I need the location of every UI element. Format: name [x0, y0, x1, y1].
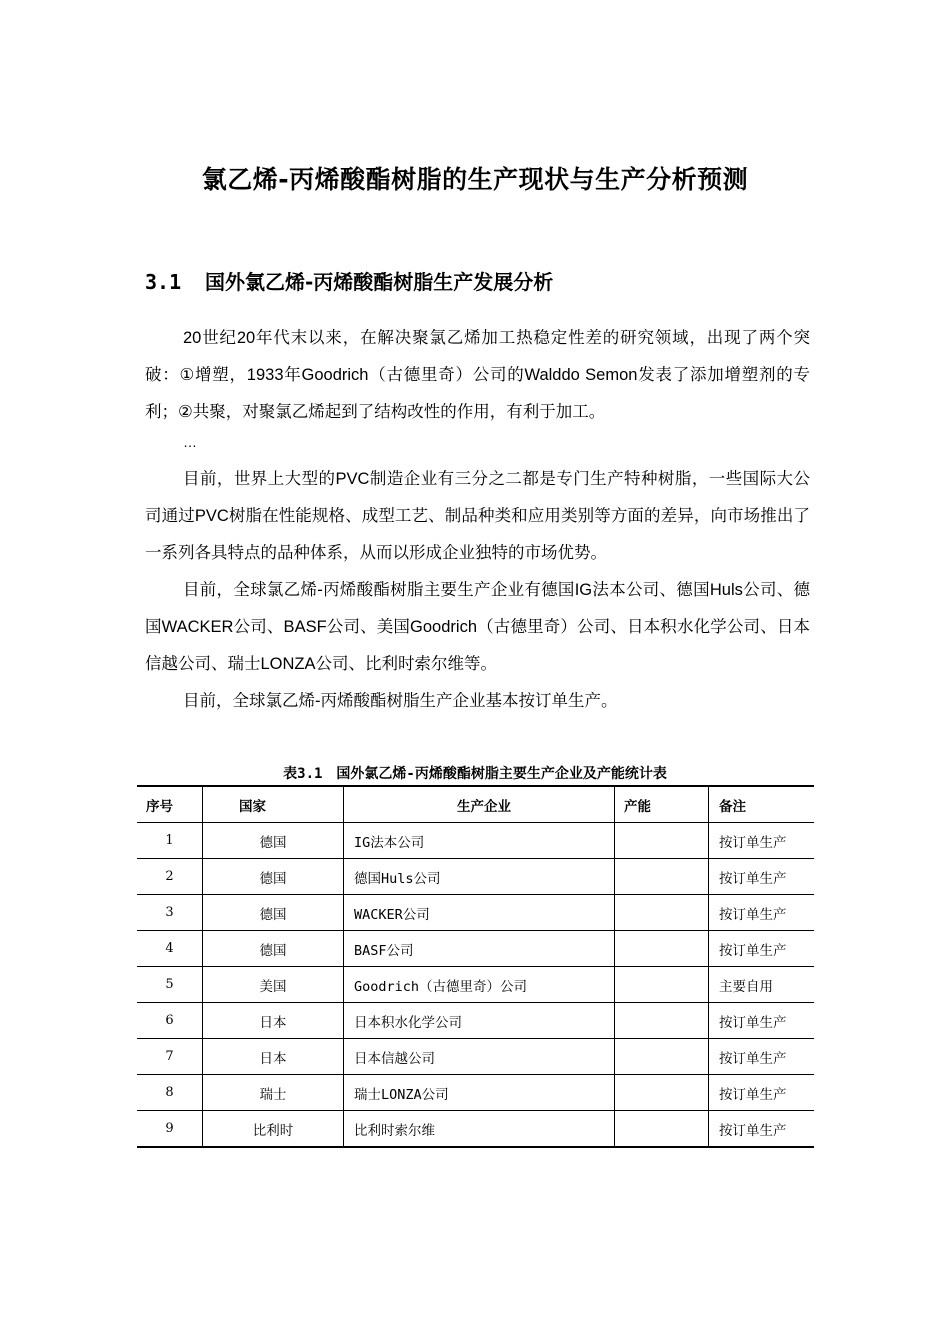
paragraph: 目前，全球氯乙烯-丙烯酸酯树脂生产企业基本按订单生产。 — [183, 692, 618, 710]
cell-capacity — [615, 1075, 709, 1111]
header-no: 序号 — [137, 786, 203, 823]
cell-company: 瑞士LONZA公司 — [344, 1075, 615, 1111]
document-title: 氯乙烯-丙烯酸酯树脂的生产现状与生产分析预测 — [201, 165, 749, 194]
cell-country: 瑞士 — [203, 1075, 344, 1111]
ellipsis: … — [183, 434, 197, 450]
cell-note: 按订单生产 — [709, 823, 815, 859]
cell-company: 日本信越公司 — [344, 1039, 615, 1075]
section-number: 3.1 — [145, 270, 182, 294]
cell-country: 德国 — [203, 895, 344, 931]
table-row — [137, 1111, 814, 1148]
cell-note: 按订单生产 — [709, 895, 815, 931]
cell-no: 1 — [137, 823, 203, 859]
cell-no: 9 — [137, 1111, 203, 1148]
cell-no: 5 — [137, 967, 203, 1003]
cell-country: 日本 — [203, 1003, 344, 1039]
cell-company: WACKER公司 — [344, 895, 615, 931]
cell-note: 按订单生产 — [709, 1111, 815, 1148]
cell-company: 比利时索尔维 — [344, 1111, 615, 1148]
cell-note: 按订单生产 — [709, 1075, 815, 1111]
cell-capacity — [615, 967, 709, 1003]
cell-capacity — [615, 859, 709, 895]
paragraph: 目前，全球氯乙烯-丙烯酸酯树脂主要生产企业有德国IG法本公司、德国Huls公司、德国WACKER公司、BASF公司、美国Goodrich（古德里奇）公司、日本积水化学公司、日本信越公司、瑞士LONZA公司、比利时索尔维等。 — [145, 581, 810, 673]
table-row — [137, 823, 814, 859]
body-text — [145, 320, 810, 720]
cell-country: 德国 — [203, 859, 344, 895]
cell-country: 德国 — [203, 931, 344, 967]
table-row — [137, 931, 814, 967]
cell-note: 按订单生产 — [709, 931, 815, 967]
cell-capacity — [615, 1039, 709, 1075]
cell-capacity — [615, 1111, 709, 1148]
cell-note: 按订单生产 — [709, 1003, 815, 1039]
header-country: 国家 — [203, 786, 344, 823]
header-note: 备注 — [709, 786, 815, 823]
cell-company: 德国Huls公司 — [344, 859, 615, 895]
cell-note: 按订单生产 — [709, 859, 815, 895]
cell-no: 7 — [137, 1039, 203, 1075]
table-row — [137, 967, 814, 1003]
cell-company: IG法本公司 — [344, 823, 615, 859]
table-row — [137, 1075, 814, 1111]
table-row — [137, 1003, 814, 1039]
cell-country: 比利时 — [203, 1111, 344, 1148]
cell-country: 日本 — [203, 1039, 344, 1075]
cell-no: 4 — [137, 931, 203, 967]
cell-capacity — [615, 823, 709, 859]
section-title: 国外氯乙烯-丙烯酸酯树脂生产发展分析 — [205, 270, 554, 294]
table-row — [137, 1039, 814, 1075]
cell-company: Goodrich（古德里奇）公司 — [344, 967, 615, 1003]
header-capacity: 产能 — [615, 786, 709, 823]
cell-capacity — [615, 895, 709, 931]
cell-company: 日本积水化学公司 — [344, 1003, 615, 1039]
table-header-row — [137, 786, 814, 823]
section-heading — [145, 266, 553, 295]
cell-capacity — [615, 931, 709, 967]
table-row — [137, 895, 814, 931]
table-caption: 表3.1 国外氯乙烯-丙烯酸酯树脂主要生产企业及产能统计表 — [283, 766, 667, 782]
cell-note: 按订单生产 — [709, 1039, 815, 1075]
cell-no: 3 — [137, 895, 203, 931]
cell-note: 主要自用 — [709, 967, 815, 1003]
cell-no: 6 — [137, 1003, 203, 1039]
header-company: 生产企业 — [344, 786, 615, 823]
table-row — [137, 859, 814, 895]
cell-country: 美国 — [203, 967, 344, 1003]
cell-country: 德国 — [203, 823, 344, 859]
cell-no: 8 — [137, 1075, 203, 1111]
cell-capacity — [615, 1003, 709, 1039]
paragraph: 目前，世界上大型的PVC制造企业有三分之二都是专门生产特种树脂，一些国际大公司通过PVC树脂在性能规格、成型工艺、制品种类和应用类别等方面的差异，向市场推出了一系列各具特点的品种体系，从而以形成企业独特的市场优势。 — [145, 470, 810, 562]
cell-company: BASF公司 — [344, 931, 615, 967]
paragraph: 20世纪20年代末以来，在解决聚氯乙烯加工热稳定性差的研究领域，出现了两个突破：①增塑，1933年Goodrich（古德里奇）公司的Walddo Semon发表了添加增塑剂的专利；②共聚，对聚氯乙烯起到了结构改性的作用，有利于加工。 — [145, 329, 810, 421]
cell-no: 2 — [137, 859, 203, 895]
producers-table — [137, 785, 814, 1148]
